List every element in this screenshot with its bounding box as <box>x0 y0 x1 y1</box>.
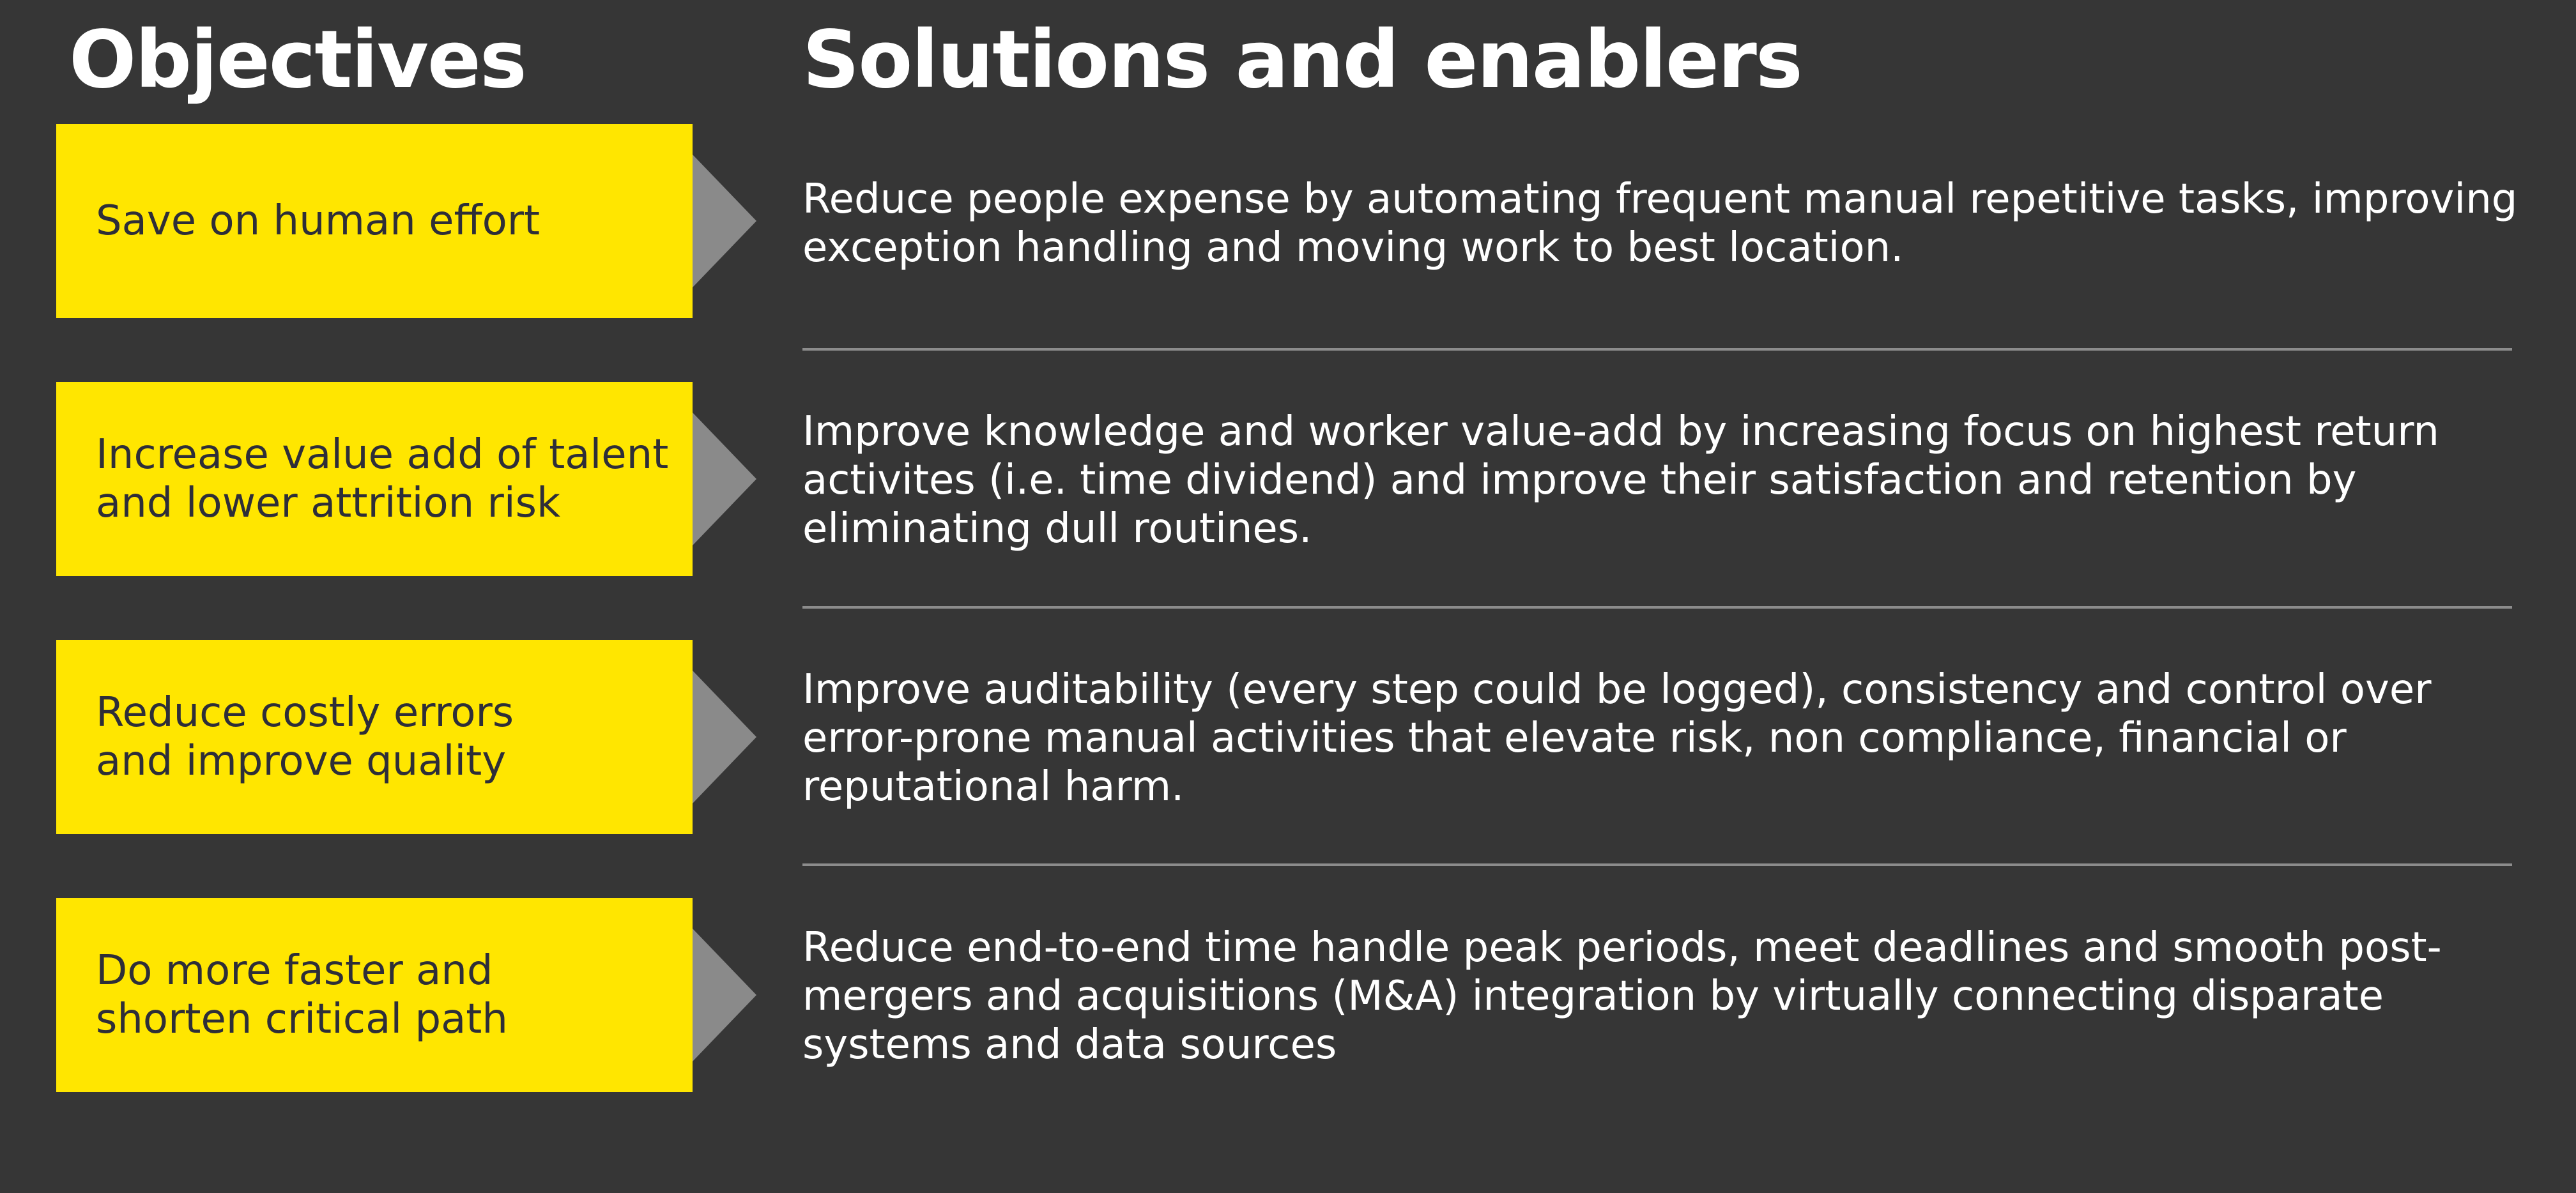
chevron-right-icon <box>693 155 756 287</box>
objective-label: Reduce costly errors and improve quality <box>96 689 514 785</box>
objective-row-4 <box>0 898 2576 1092</box>
solutions-heading: Solutions and enablers <box>802 14 1802 106</box>
row-divider <box>802 863 2512 866</box>
objective-label: Save on human effort <box>96 197 540 245</box>
chevron-right-icon <box>693 671 756 803</box>
chevron-right-icon <box>693 929 756 1061</box>
objectives-heading: Objectives <box>69 14 526 106</box>
solution-text: Reduce end-to-end time handle peak periods, meet deadlines and smooth post-mergers and acquisitions (M&A) integration by virtually connecting disparate systems and data sources <box>802 924 2442 1068</box>
objective-row-2 <box>0 382 2576 576</box>
objective-row-3 <box>0 640 2576 834</box>
objective-box <box>56 124 693 318</box>
objective-row-1 <box>0 124 2576 318</box>
objective-box <box>56 898 693 1092</box>
objective-box <box>56 382 693 576</box>
solution-text: Reduce people expense by automating frequent manual repetitive tasks, improving exception handling and moving work to best location. <box>802 176 2518 271</box>
row-divider <box>802 348 2512 351</box>
objective-box <box>56 640 693 834</box>
row-divider <box>802 606 2512 609</box>
solution-text: Improve auditability (every step could be logged), consistency and control over error-prone manual activities that elevate risk, non compliance, financial or reputational harm. <box>802 666 2432 810</box>
chevron-right-icon <box>693 413 756 545</box>
objective-label: Increase value add of talent and lower attrition risk <box>96 431 669 527</box>
objective-label: Do more faster and shorten critical path <box>96 947 508 1043</box>
solution-text: Improve knowledge and worker value-add by increasing focus on highest return activites (i.e. time dividend) and improve their satisfaction and retention by eliminating dull routines. <box>802 408 2439 552</box>
